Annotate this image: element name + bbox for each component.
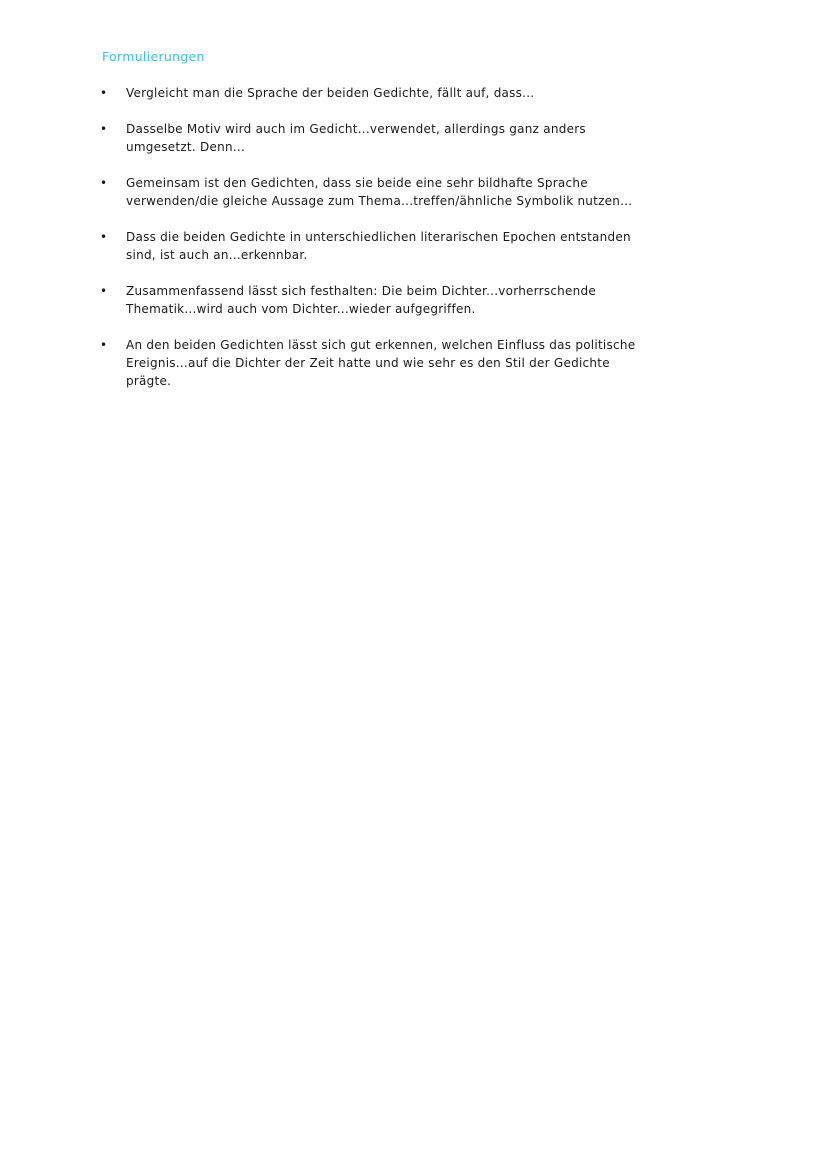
bullet-icon: • — [100, 122, 108, 136]
list-item — [98, 282, 658, 318]
list-item-text: Dass die beiden Gedichte in unterschiedlichen literarischen Epochen entstanden sind, ist auch an...erkennbar. — [126, 230, 631, 262]
list-item — [98, 228, 658, 264]
list-item — [98, 174, 658, 210]
list-item-text: An den beiden Gedichten lässt sich gut erkennen, welchen Einfluss das politische Ereignis...auf die Dichter der Zeit hatte und wie sehr es den Stil der Gedichte prägte. — [126, 338, 636, 388]
phrase-list — [98, 84, 658, 408]
list-item-text: Zusammenfassend lässt sich festhalten: Die beim Dichter...vorherrschende Thematik...wird auch vom Dichter...wieder aufgegriffen. — [126, 284, 597, 316]
list-item-text: Gemeinsam ist den Gedichten, dass sie beide eine sehr bildhafte Sprache verwenden/die gleiche Aussage zum Thema...treffen/ähnliche Symbolik nutzen... — [126, 176, 633, 208]
list-item — [98, 120, 658, 156]
section-heading: Formulierungen — [102, 49, 205, 64]
list-item-text: Dasselbe Motiv wird auch im Gedicht...verwendet, allerdings ganz anders umgesetzt. Denn... — [126, 122, 586, 154]
list-item-text: Vergleicht man die Sprache der beiden Gedichte, fällt auf, dass... — [126, 86, 535, 100]
list-item — [98, 84, 658, 102]
bullet-icon: • — [100, 284, 108, 298]
bullet-icon: • — [100, 230, 108, 244]
bullet-icon: • — [100, 86, 108, 100]
bullet-icon: • — [100, 338, 108, 352]
bullet-icon: • — [100, 176, 108, 190]
list-item — [98, 336, 658, 390]
